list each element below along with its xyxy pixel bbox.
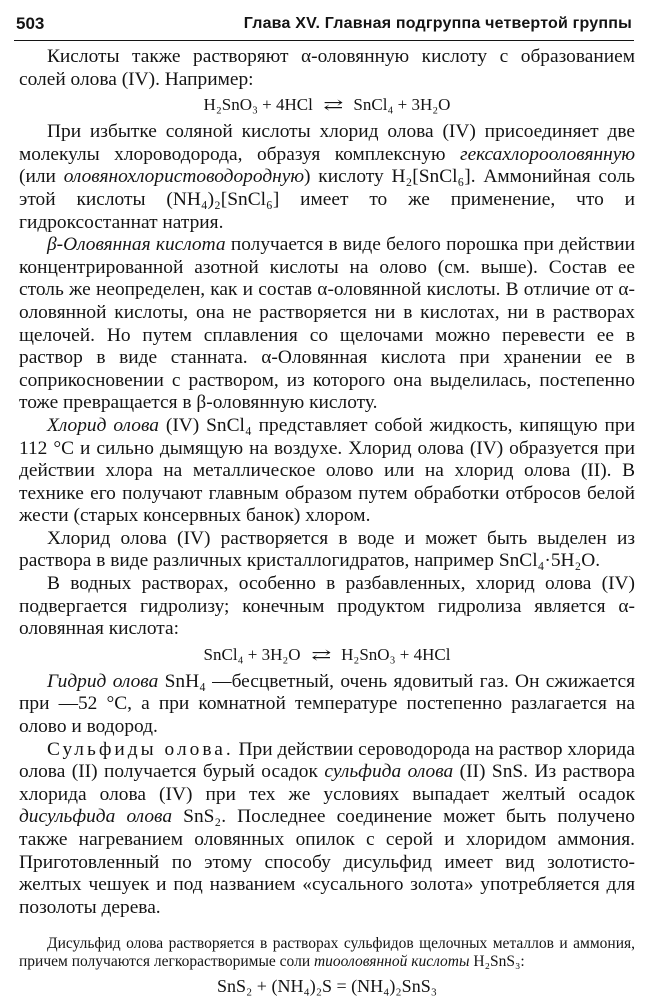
page-number: 503 (16, 14, 45, 33)
term-beta-stannic-acid: β-Оловянная кислота (47, 234, 226, 256)
term-tin-chloride: Хлорид олова (47, 414, 159, 436)
equation-right: SnCl₄ + 3H₂O (353, 95, 451, 115)
small-print-note (19, 935, 635, 995)
main-text (19, 46, 635, 995)
text-run: ) кислоту H₂[SnCl₆]. Аммонийная соль этой кислоты (NH₄)₂[SnCl₆] имеет то же применение, что и гидроксостаннат натрия. (19, 166, 635, 233)
equation-right: H₂SnO₃ + 4HCl (341, 644, 451, 664)
paragraph-hydrolysis: В водных растворах, особенно в разбавленных, хлорид олова (IV) подвергается гидролизу; конечным продуктом гидролиза является α-оловянная кислота: (19, 573, 635, 640)
equilibrium-arrow-icon: ⇄ (310, 647, 331, 664)
paragraph-tin-chloride (19, 415, 635, 528)
text-run: получается в виде белого порошка при действии концентрированной азотной кислоты на олово (см. выше). Состав ее столь же неопределен, как и состав α-оловянной кислоты. В отличие от α-оловянной кислоты, она не растворяется ни в кислотах, ни в растворах щелочей. Но путем сплавления со щелочами можно перевести ее в раствор в виде станната. α-Оловянная кислота при хранении ее в соприкосновении с раствором, из которого она выделилась, постепенно тоже превращается в β-оловянную кислоту. (19, 234, 636, 414)
text-run: При избытке соляной кислоты хлорид олова (IV) присоединяет две молекулы хлороводорода, образуя комплексную (19, 121, 635, 165)
equation-acid-dissolution (19, 92, 635, 119)
equation-hydrolysis (19, 642, 635, 669)
text-run: (или (19, 166, 64, 188)
term-hexachlorostannic: гексахлорооловянную (460, 143, 635, 165)
text-run: SnH₄ —бесцветный, очень ядовитый газ. Он сжижается при —52 °C, а при комнатной температуре постепенно разлагается на олово и водород. (19, 670, 635, 738)
equation-left: H₂SnO₃ + 4HCl (203, 95, 313, 115)
equation-left: SnCl₄ + 3H₂O (203, 644, 301, 664)
paragraph-hexachloro (19, 121, 635, 234)
text-run: (IV) SnCl₄ представляет собой жидкость, кипящую при 112 °C и сильно дымящую на воздухе. Хлорид олова (IV) образуется при действии хлора на металлическое олово или на хлорид олова (II). В технике его получают главным образом путем обработки отбросов белой жести (старых консервных банок) хлором. (19, 414, 636, 527)
term-thiostannic-acid: тиооловянной кислоты (313, 953, 470, 971)
paragraph-acids: Кислоты также растворяют α-оловянную кислоту с образованием солей олова (IV). Например: (19, 46, 635, 90)
text-run: SnS₂. Последнее соединение может быть получено также нагреванием оловянных опилок с серой и хлоридом аммония. Приготовленный по этому способу дисульфид имеет вид золотисто-желтых чешуек и под названием «сусального золота» употребляется для позолоты дерева. (19, 806, 635, 918)
paragraph-thiostannate (19, 935, 635, 971)
text-run: (II) SnS. Из раствора хлорида олова (IV) при тех же условиях выпадает желтый осадок (19, 761, 636, 805)
paragraph-crystal-hydrates: Хлорид олова (IV) растворяется в воде и может быть выделен из раствора в виде различных кристаллогидратов, например SnCl₄·5H₂O. (19, 527, 635, 572)
equation-thiostannate: SnS₂ + (NH₄)₂S = (NH₄)₂SnS₃ (217, 976, 437, 997)
equilibrium-arrow-icon: ⇄ (323, 98, 344, 115)
running-header (14, 8, 634, 41)
chapter-title: Глава XV. Главная подгруппа четвертой группы (243, 15, 632, 32)
text-run: При действии сероводорода на раствор хлорида олова (II) получается бурый осадок (19, 738, 635, 783)
text-run: Дисульфид олова растворяется в растворах сульфидов щелочных металлов и аммония, причем получаются легкорастворимые соли (19, 935, 635, 971)
paragraph-sulfides (19, 739, 635, 920)
paragraph-beta-acid (19, 234, 635, 415)
paragraph-tin-hydride (19, 671, 635, 739)
section-heading-sulfides: Сульфиды олова. (47, 738, 234, 760)
term-tin-disulfide: дисульфида олова (19, 806, 173, 828)
term-tin-sulfide: сульфида олова (324, 761, 454, 783)
term-tin-hydride: Гидрид олова (47, 670, 159, 692)
term-chlorostannic: оловянохлористоводородную (63, 166, 305, 188)
text-run: H₂SnS₃: (469, 953, 525, 971)
